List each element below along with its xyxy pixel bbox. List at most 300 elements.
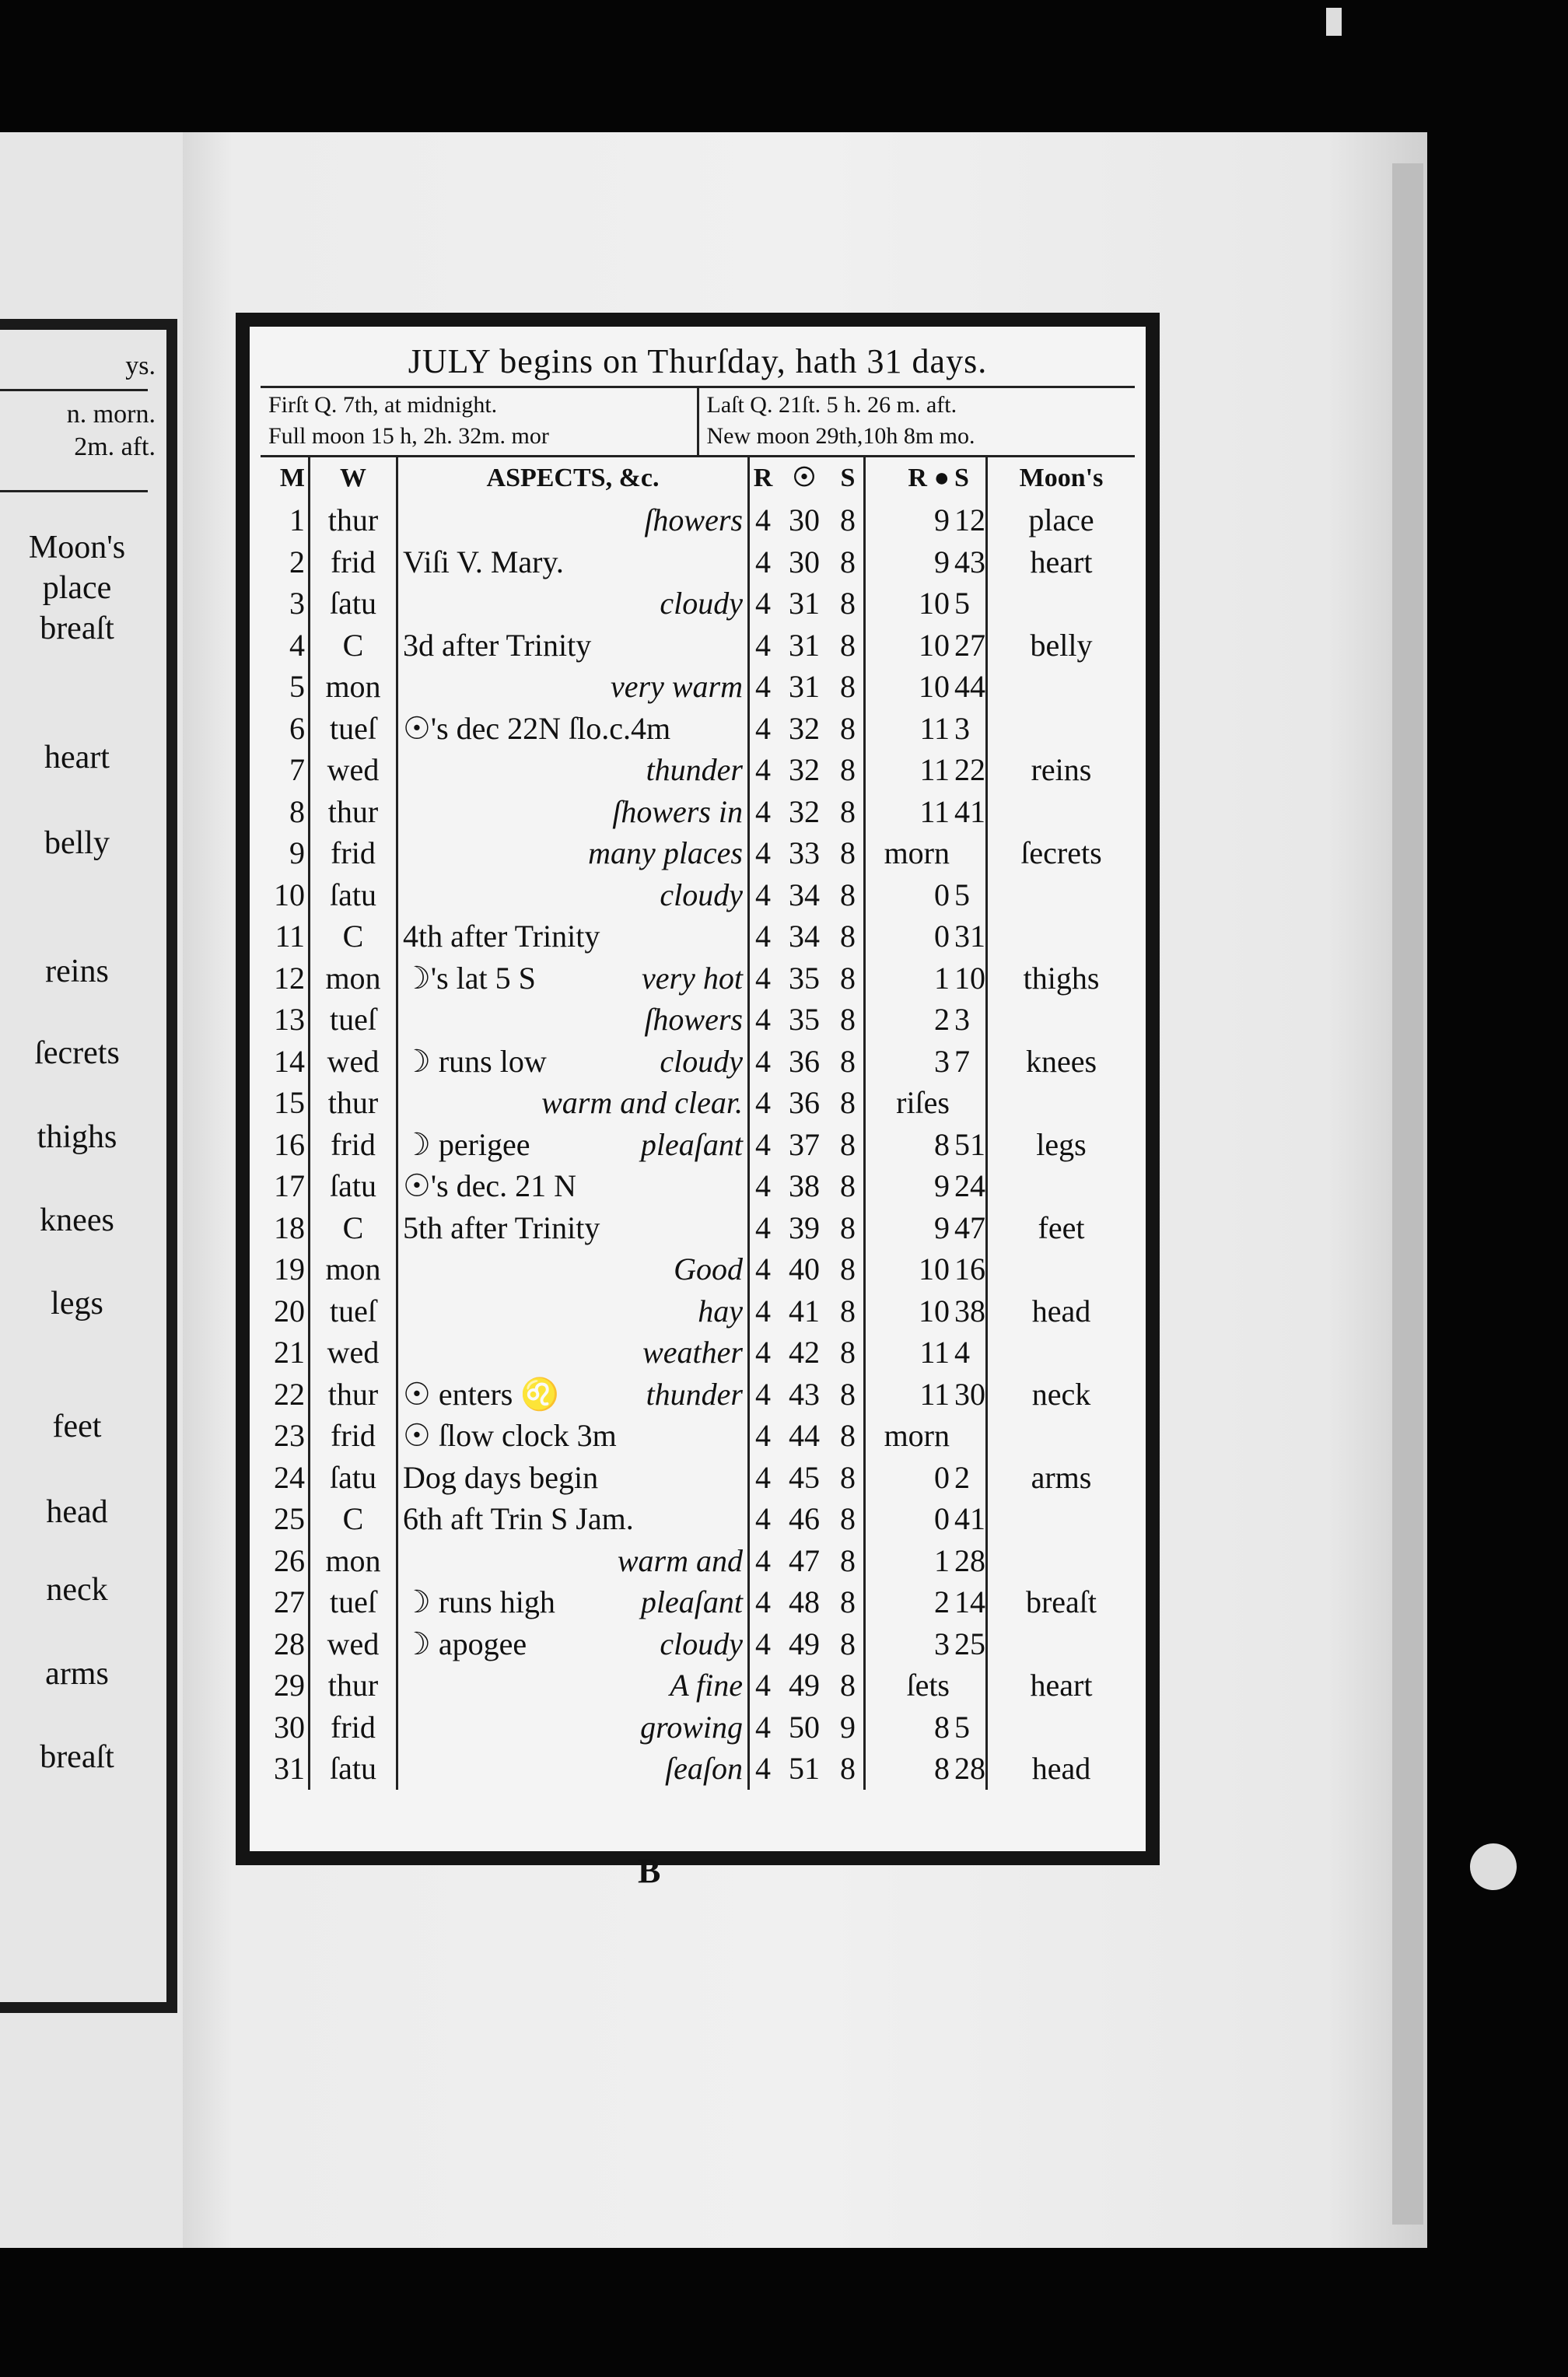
moon-rise-minute: 38 bbox=[954, 1290, 988, 1332]
sun-rise-hour: 4 bbox=[755, 586, 771, 621]
moon-rise-hour: 11 bbox=[919, 793, 950, 829]
moon-place bbox=[988, 1332, 1135, 1374]
sun-set-hour: 8 bbox=[832, 874, 866, 916]
day-number: 27 bbox=[261, 1581, 310, 1623]
left-header-line: 2m. aft. bbox=[74, 432, 156, 461]
weekday: tueſ bbox=[310, 1290, 398, 1332]
moon-rise-hour: 9 bbox=[934, 1210, 950, 1245]
left-place: ſecrets bbox=[34, 1035, 120, 1071]
moon-rise-minute: 24 bbox=[954, 1165, 988, 1207]
calendar-row bbox=[261, 999, 1135, 1041]
moon-rise-minute: 5 bbox=[954, 1707, 988, 1749]
sun-rise-minute: 36 bbox=[789, 1043, 820, 1079]
sun-set-hour: 8 bbox=[832, 1498, 866, 1540]
weather-text: pleaſant bbox=[640, 1584, 743, 1619]
moon-rise-minute: 10 bbox=[954, 957, 988, 999]
moon-rise-minute: 41 bbox=[954, 791, 988, 833]
moon-place: feet bbox=[1038, 1210, 1085, 1245]
sun-set-hour: 8 bbox=[832, 1248, 866, 1290]
calendar-row bbox=[261, 1665, 1135, 1707]
weekday: tueſ bbox=[310, 708, 398, 750]
sun-set-hour: 8 bbox=[832, 1207, 866, 1249]
moon-place bbox=[988, 1415, 1135, 1457]
sun-rise-hour: 4 bbox=[755, 1584, 771, 1619]
aspects-cell bbox=[398, 583, 750, 625]
weekday: C bbox=[310, 625, 398, 667]
moon-place: ſecrets bbox=[1020, 835, 1102, 870]
phases-left bbox=[261, 388, 697, 455]
sun-rise-minute: 32 bbox=[789, 752, 820, 787]
sun-set-hour: 8 bbox=[832, 1415, 866, 1457]
calendar-row bbox=[261, 1707, 1135, 1749]
weather-text: ſhowers bbox=[644, 1002, 743, 1037]
sun-set-hour: 8 bbox=[832, 791, 866, 833]
moon-rise-minute: 14 bbox=[954, 1581, 988, 1623]
sun-rise-hour: 4 bbox=[755, 1002, 771, 1037]
moon-place bbox=[988, 791, 1135, 833]
aspects-cell bbox=[398, 874, 750, 916]
left-page bbox=[0, 132, 201, 2248]
moon-rise-minute bbox=[954, 1665, 988, 1707]
aspects-cell bbox=[398, 625, 750, 667]
sun-set-hour: 9 bbox=[832, 1707, 866, 1749]
sun-icon: ☉ bbox=[792, 464, 817, 492]
phase-line: Firſt Q. 7th, at midnight. bbox=[268, 392, 498, 418]
left-header-line: ys. bbox=[125, 352, 156, 380]
aspects-cell bbox=[398, 915, 750, 957]
calendar-row bbox=[261, 1623, 1135, 1665]
almanac-table-frame bbox=[236, 313, 1160, 1865]
moon-place: belly bbox=[1030, 627, 1093, 663]
sun-rise-minute: 50 bbox=[789, 1709, 820, 1745]
moon-rise-hour: ſets bbox=[906, 1668, 950, 1703]
sun-set-hour: 8 bbox=[832, 666, 866, 708]
sun-rise-hour: 4 bbox=[755, 1459, 771, 1495]
day-number: 11 bbox=[261, 915, 310, 957]
calendar-row bbox=[261, 1248, 1135, 1290]
aspects-cell bbox=[398, 749, 750, 791]
sun-rise-hour: 4 bbox=[755, 1376, 771, 1412]
calendar-row bbox=[261, 791, 1135, 833]
header-sun-set: S bbox=[832, 457, 866, 499]
moon-place bbox=[988, 583, 1135, 625]
moon-rise-minute: 30 bbox=[954, 1374, 988, 1416]
sun-set-hour: 8 bbox=[832, 915, 866, 957]
weekday: frid bbox=[310, 1707, 398, 1749]
sun-rise-minute: 39 bbox=[789, 1210, 820, 1245]
sun-rise-minute: 31 bbox=[789, 586, 820, 621]
calendar-row bbox=[261, 1332, 1135, 1374]
moon-rise-minute: 3 bbox=[954, 999, 988, 1041]
left-place: place bbox=[42, 570, 112, 606]
sun-rise-hour: 4 bbox=[755, 1709, 771, 1745]
weather-text: pleaſant bbox=[640, 1126, 743, 1162]
sun-rise-hour: 4 bbox=[755, 669, 771, 704]
aspect-text: 6th aft Trin S Jam. bbox=[403, 1501, 634, 1536]
moon-place bbox=[988, 874, 1135, 916]
sun-set-hour: 8 bbox=[832, 499, 866, 541]
calendar-row bbox=[261, 1041, 1135, 1083]
moon-rise-hour: 10 bbox=[919, 669, 950, 704]
moon-rise-hour: morn bbox=[884, 835, 950, 870]
sun-set-hour: 8 bbox=[832, 625, 866, 667]
day-number: 8 bbox=[261, 791, 310, 833]
sun-rise-hour: 4 bbox=[755, 627, 771, 663]
day-number: 26 bbox=[261, 1540, 310, 1582]
moon-rise-hour: 11 bbox=[919, 1335, 950, 1370]
sun-rise-hour: 4 bbox=[755, 752, 771, 787]
moon-rise-minute: 31 bbox=[954, 915, 988, 957]
sun-rise-minute: 30 bbox=[789, 502, 820, 537]
calendar-row bbox=[261, 1457, 1135, 1499]
sun-rise-hour: 4 bbox=[755, 960, 771, 996]
sun-rise-minute: 34 bbox=[789, 919, 820, 954]
sun-set-hour: 8 bbox=[832, 1041, 866, 1083]
sun-set-hour: 8 bbox=[832, 999, 866, 1041]
sun-rise-minute: 34 bbox=[789, 877, 820, 912]
calendar-row bbox=[261, 1748, 1135, 1790]
weather-text: warm and clear. bbox=[541, 1085, 743, 1120]
day-number: 28 bbox=[261, 1623, 310, 1665]
calendar-row bbox=[261, 1290, 1135, 1332]
aspect-text: ☉ ſlow clock 3m bbox=[403, 1418, 617, 1453]
aspects-cell bbox=[398, 1581, 750, 1623]
moon-rise-hour: 10 bbox=[919, 1293, 950, 1329]
sun-set-hour: 8 bbox=[832, 1332, 866, 1374]
weekday: tueſ bbox=[310, 1581, 398, 1623]
day-number: 17 bbox=[261, 1165, 310, 1207]
weekday: thur bbox=[310, 1374, 398, 1416]
aspects-cell bbox=[398, 1082, 750, 1124]
header-sun-rise: R bbox=[753, 464, 773, 492]
stain-mark bbox=[1461, 1835, 1525, 1899]
left-place: neck bbox=[46, 1572, 108, 1608]
sun-rise-hour: 4 bbox=[755, 1542, 771, 1578]
weekday: mon bbox=[310, 666, 398, 708]
page-edge-shadow bbox=[1392, 163, 1423, 2225]
sun-rise-minute: 45 bbox=[789, 1459, 820, 1495]
moon-rise-hour: morn bbox=[884, 1418, 950, 1453]
aspects-cell bbox=[398, 1374, 750, 1416]
sun-rise-minute: 44 bbox=[789, 1418, 820, 1453]
sun-set-hour: 8 bbox=[832, 1082, 866, 1124]
sun-set-hour: 8 bbox=[832, 1374, 866, 1416]
sun-rise-minute: 38 bbox=[789, 1168, 820, 1203]
moon-rise-hour: 0 bbox=[934, 919, 950, 954]
aspects-cell bbox=[398, 1498, 750, 1540]
moon-rise-hour: 10 bbox=[919, 627, 950, 663]
weather-text: cloudy bbox=[660, 877, 743, 912]
moon-rise-minute: 5 bbox=[954, 874, 988, 916]
moon-rise-hour: riſes bbox=[896, 1085, 950, 1120]
moon-rise-hour: 11 bbox=[919, 1376, 950, 1412]
weather-text: cloudy bbox=[660, 1043, 743, 1079]
weekday: mon bbox=[310, 957, 398, 999]
weekday: ſatu bbox=[310, 1165, 398, 1207]
weather-text: weather bbox=[642, 1335, 743, 1370]
calendar-row bbox=[261, 583, 1135, 625]
sun-set-hour: 8 bbox=[832, 1457, 866, 1499]
sun-set-hour: 8 bbox=[832, 583, 866, 625]
moon-place: arms bbox=[1031, 1459, 1092, 1495]
moon-place: breaſt bbox=[1025, 1584, 1097, 1619]
calendar-row bbox=[261, 1498, 1135, 1540]
day-number: 21 bbox=[261, 1332, 310, 1374]
moon-rise-minute: 44 bbox=[954, 666, 988, 708]
sun-rise-minute: 41 bbox=[789, 1293, 820, 1329]
moon-rise-minute: 5 bbox=[954, 583, 988, 625]
moon-place bbox=[988, 1707, 1135, 1749]
sun-rise-hour: 4 bbox=[755, 1751, 771, 1786]
weather-text: many places bbox=[588, 835, 743, 870]
aspects-cell bbox=[398, 1290, 750, 1332]
left-place: feet bbox=[52, 1409, 102, 1444]
sun-set-hour: 8 bbox=[832, 1623, 866, 1665]
moon-place: knees bbox=[1025, 1043, 1097, 1079]
weekday: thur bbox=[310, 499, 398, 541]
sun-set-hour: 8 bbox=[832, 1665, 866, 1707]
moon-rise-minute: 25 bbox=[954, 1623, 988, 1665]
calendar-row bbox=[261, 666, 1135, 708]
sun-rise-minute: 43 bbox=[789, 1376, 820, 1412]
sun-rise-hour: 4 bbox=[755, 1252, 771, 1287]
phase-line: New moon 29th,10h 8m mo. bbox=[706, 423, 975, 449]
day-number: 25 bbox=[261, 1498, 310, 1540]
aspects-cell bbox=[398, 1124, 750, 1166]
sun-rise-hour: 4 bbox=[755, 1210, 771, 1245]
aspect-text: 4th after Trinity bbox=[403, 919, 600, 954]
day-number: 15 bbox=[261, 1082, 310, 1124]
sun-rise-minute: 46 bbox=[789, 1501, 820, 1536]
moon-rise-hour: 3 bbox=[934, 1626, 950, 1661]
header-row bbox=[261, 457, 1135, 499]
moon-place: heart bbox=[1030, 1668, 1093, 1703]
weekday: thur bbox=[310, 1082, 398, 1124]
moon-rise-minute: 27 bbox=[954, 625, 988, 667]
aspects-cell bbox=[398, 1207, 750, 1249]
sun-set-hour: 8 bbox=[832, 832, 866, 874]
aspects-cell bbox=[398, 1707, 750, 1749]
sun-rise-minute: 48 bbox=[789, 1584, 820, 1619]
aspects-cell bbox=[398, 1457, 750, 1499]
sun-rise-hour: 4 bbox=[755, 1626, 771, 1661]
sun-set-hour: 8 bbox=[832, 1290, 866, 1332]
day-number: 9 bbox=[261, 832, 310, 874]
aspect-text: ☉'s dec. 21 N bbox=[403, 1168, 577, 1203]
calendar-row bbox=[261, 499, 1135, 541]
day-number: 31 bbox=[261, 1748, 310, 1790]
sun-rise-minute: 32 bbox=[789, 793, 820, 829]
day-number: 29 bbox=[261, 1665, 310, 1707]
sun-rise-hour: 4 bbox=[755, 1668, 771, 1703]
moon-rise-hour: 0 bbox=[934, 1459, 950, 1495]
weather-text: growing bbox=[640, 1709, 743, 1745]
day-number: 4 bbox=[261, 625, 310, 667]
moon-place: heart bbox=[1030, 544, 1093, 579]
weekday: wed bbox=[310, 1332, 398, 1374]
moon-phases bbox=[261, 388, 1135, 457]
moon-rise-minute: 51 bbox=[954, 1124, 988, 1166]
moon-rise-hour: 9 bbox=[934, 1168, 950, 1203]
moon-place bbox=[988, 708, 1135, 750]
weekday: C bbox=[310, 1498, 398, 1540]
left-place: thighs bbox=[37, 1119, 117, 1155]
moon-rise-minute: 3 bbox=[954, 708, 988, 750]
sun-rise-hour: 4 bbox=[755, 1085, 771, 1120]
moon-place: place bbox=[1028, 502, 1094, 537]
calendar-row bbox=[261, 1207, 1135, 1249]
sun-rise-minute: 30 bbox=[789, 544, 820, 579]
calendar-row bbox=[261, 1082, 1135, 1124]
moon-place bbox=[988, 915, 1135, 957]
aspect-text: Viſi V. Mary. bbox=[403, 544, 564, 579]
aspects-cell bbox=[398, 1415, 750, 1457]
moon-rise-hour: 8 bbox=[934, 1126, 950, 1162]
aspects-cell bbox=[398, 1165, 750, 1207]
moon-place bbox=[988, 1498, 1135, 1540]
weekday: C bbox=[310, 1207, 398, 1249]
moon-rise-hour: 3 bbox=[934, 1043, 950, 1079]
sun-rise-minute: 51 bbox=[789, 1751, 820, 1786]
moon-rise-minute: 43 bbox=[954, 541, 988, 583]
moon-rise-hour: 10 bbox=[919, 586, 950, 621]
left-place: knees bbox=[40, 1203, 114, 1238]
calendar-row bbox=[261, 1374, 1135, 1416]
left-place: belly bbox=[44, 825, 110, 861]
day-number: 30 bbox=[261, 1707, 310, 1749]
moon-rise-hour: 0 bbox=[934, 877, 950, 912]
header-moon-place: Moon's bbox=[1019, 464, 1104, 492]
sun-set-hour: 8 bbox=[832, 1540, 866, 1582]
sun-set-hour: 8 bbox=[832, 749, 866, 791]
day-number: 16 bbox=[261, 1124, 310, 1166]
moon-place: legs bbox=[1036, 1126, 1087, 1162]
sun-rise-minute: 33 bbox=[789, 835, 820, 870]
sun-rise-hour: 4 bbox=[755, 835, 771, 870]
moon-place bbox=[988, 1623, 1135, 1665]
sun-set-hour: 8 bbox=[832, 957, 866, 999]
sun-rise-hour: 4 bbox=[755, 919, 771, 954]
left-rule bbox=[0, 389, 148, 391]
day-number: 12 bbox=[261, 957, 310, 999]
calendar-row bbox=[261, 708, 1135, 750]
calendar-grid bbox=[261, 457, 1135, 1790]
weather-text: thunder bbox=[646, 752, 743, 787]
moon-rise-minute: 41 bbox=[954, 1498, 988, 1540]
signature-mark: B bbox=[638, 1852, 661, 1890]
header-moon-r: R bbox=[908, 464, 927, 492]
sun-rise-minute: 32 bbox=[789, 710, 820, 746]
calendar-rows bbox=[261, 499, 1135, 1790]
moon-rise-hour: 2 bbox=[934, 1002, 950, 1037]
sun-rise-hour: 4 bbox=[755, 1335, 771, 1370]
left-moon-header: Moon's bbox=[28, 530, 126, 565]
sun-set-hour: 8 bbox=[832, 1581, 866, 1623]
sun-rise-minute: 49 bbox=[789, 1668, 820, 1703]
sun-set-hour: 8 bbox=[832, 1124, 866, 1166]
day-number: 6 bbox=[261, 708, 310, 750]
aspects-cell bbox=[398, 1665, 750, 1707]
weather-text: hay bbox=[698, 1293, 743, 1329]
weekday: ſatu bbox=[310, 1457, 398, 1499]
day-number: 23 bbox=[261, 1415, 310, 1457]
weather-text: Good bbox=[674, 1252, 743, 1287]
sun-rise-hour: 4 bbox=[755, 1418, 771, 1453]
day-number: 7 bbox=[261, 749, 310, 791]
weekday: wed bbox=[310, 749, 398, 791]
moon-rise-hour: 11 bbox=[919, 752, 950, 787]
aspects-cell bbox=[398, 1332, 750, 1374]
sun-set-hour: 8 bbox=[832, 1165, 866, 1207]
sun-rise-minute: 47 bbox=[789, 1542, 820, 1578]
sun-rise-minute: 42 bbox=[789, 1335, 820, 1370]
left-place: reins bbox=[45, 954, 109, 989]
day-number: 5 bbox=[261, 666, 310, 708]
sun-rise-hour: 4 bbox=[755, 877, 771, 912]
weekday: tueſ bbox=[310, 999, 398, 1041]
moon-rise-minute bbox=[954, 1415, 988, 1457]
weekday: wed bbox=[310, 1623, 398, 1665]
moon-rise-hour: 8 bbox=[934, 1751, 950, 1786]
left-rule bbox=[0, 490, 148, 492]
sun-rise-hour: 4 bbox=[755, 710, 771, 746]
aspect-text: 3d after Trinity bbox=[403, 627, 592, 663]
sun-rise-minute: 31 bbox=[789, 627, 820, 663]
calendar-row bbox=[261, 874, 1135, 916]
left-place: heart bbox=[44, 740, 110, 775]
left-place: legs bbox=[51, 1286, 103, 1322]
aspects-cell bbox=[398, 1623, 750, 1665]
moon-rise-minute: 28 bbox=[954, 1748, 988, 1790]
sun-rise-hour: 4 bbox=[755, 1043, 771, 1079]
calendar-row bbox=[261, 541, 1135, 583]
aspects-cell bbox=[398, 666, 750, 708]
moon-rise-minute: 28 bbox=[954, 1540, 988, 1582]
stain-mark bbox=[1326, 8, 1342, 36]
aspect-text: 5th after Trinity bbox=[403, 1210, 600, 1245]
weather-text: very warm bbox=[611, 669, 743, 704]
moon-rise-hour: 2 bbox=[934, 1584, 950, 1619]
moon-rise-hour: 9 bbox=[934, 544, 950, 579]
weekday: frid bbox=[310, 1415, 398, 1457]
month-title: JULY begins on Thurſday, hath 31 days. bbox=[261, 338, 1135, 388]
aspect-text: ☽ runs low bbox=[403, 1043, 547, 1079]
sun-rise-hour: 4 bbox=[755, 1126, 771, 1162]
aspect-text: ☉ enters ♌ bbox=[403, 1376, 560, 1412]
moon-place bbox=[988, 666, 1135, 708]
left-header-line: n. morn. bbox=[66, 400, 156, 429]
weekday: ſatu bbox=[310, 874, 398, 916]
day-number: 1 bbox=[261, 499, 310, 541]
weekday: mon bbox=[310, 1248, 398, 1290]
moon-rise-hour: 11 bbox=[919, 710, 950, 746]
moon-place bbox=[988, 1082, 1135, 1124]
moon-rise-minute: 4 bbox=[954, 1332, 988, 1374]
aspects-cell bbox=[398, 999, 750, 1041]
day-number: 10 bbox=[261, 874, 310, 916]
weather-text: cloudy bbox=[660, 1626, 743, 1661]
weekday: frid bbox=[310, 1124, 398, 1166]
weather-text: ſeaſon bbox=[665, 1751, 743, 1786]
moon-rise-hour: 1 bbox=[934, 960, 950, 996]
weekday: thur bbox=[310, 1665, 398, 1707]
weather-text: warm and bbox=[617, 1542, 743, 1578]
day-number: 20 bbox=[261, 1290, 310, 1332]
calendar-row bbox=[261, 957, 1135, 999]
moon-place: head bbox=[1031, 1751, 1091, 1786]
left-place: breaſt bbox=[40, 1739, 114, 1775]
moon-rise-minute bbox=[954, 832, 988, 874]
